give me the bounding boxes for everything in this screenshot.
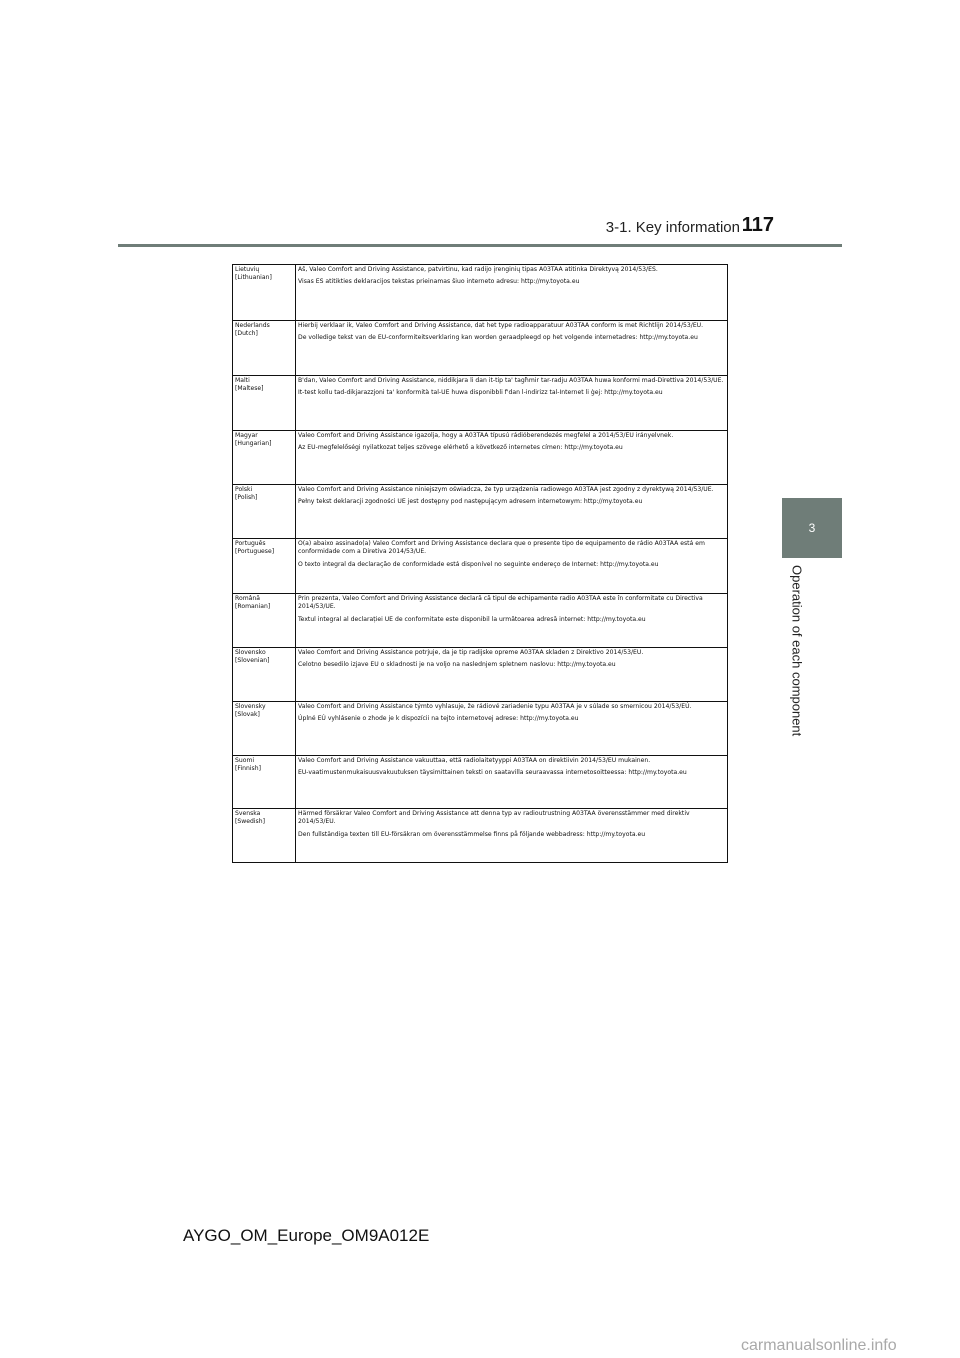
language-cell (233, 809, 296, 863)
declaration-table (232, 264, 728, 863)
declaration-cell (296, 594, 728, 648)
language-english: [Dutch] (235, 330, 258, 338)
declaration-cell (296, 376, 728, 431)
language-name: Suomi (235, 757, 255, 764)
language-name: Malti (235, 377, 250, 384)
table-row (233, 376, 728, 431)
watermark: carmanualsonline.info (741, 1337, 897, 1354)
manual-code: AYGO_OM_Europe_OM9A012E (183, 1226, 430, 1245)
declaration-statement: Hierbij verklaar ik, Valeo Comfort and Driving Assistance, dat het type radioapparatuur A03TAA conform is met Richtlijn 2014/53/EU. (298, 322, 704, 329)
language-english: [Polish] (235, 494, 258, 502)
language-name: Lietuvių (235, 266, 260, 273)
table-row (233, 702, 728, 756)
language-cell (233, 431, 296, 485)
section-title: 3-1. Key information (605, 219, 740, 236)
declaration-cell (296, 648, 728, 702)
table-row (233, 539, 728, 594)
table-row (233, 485, 728, 539)
declaration-statement: Valeo Comfort and Driving Assistance igazolja, hogy a A03TAA típusú rádióberendezés megfelel a 2014/53/EU irányelvnek. (298, 432, 674, 439)
language-cell (233, 648, 296, 702)
declaration-cell (296, 265, 728, 321)
declaration-statement: Valeo Comfort and Driving Assistance niniejszym oświadcza, że typ urządzenia radiowego A03TAA jest zgodny z dyrektywą 2014/53/UE. (298, 486, 714, 493)
declaration-availability: Úplné EÚ vyhlásenie o zhode je k dispozícii na tejto internetovej adrese: http://my.toyota.eu (298, 715, 579, 723)
declaration-cell (296, 809, 728, 863)
language-english: [Maltese] (235, 385, 264, 393)
language-english: [Slovak] (235, 711, 260, 719)
language-name: Português (235, 540, 266, 547)
declaration-statement: Härmed försäkrar Valeo Comfort and Driving Assistance att denna typ av radioutrustning A03TAA överensstämmer med direktiv 2014/53/EU. (298, 810, 690, 826)
chapter-tab (782, 498, 842, 558)
declaration-cell (296, 485, 728, 539)
declaration-availability: Az EU-megfelelőségi nyilatkozat teljes szövege elérhető a következő internetes címen: http://my.toyota.eu (298, 444, 623, 452)
language-cell (233, 485, 296, 539)
language-name: Svenska (235, 810, 261, 817)
language-cell (233, 539, 296, 594)
declaration-availability: De volledige tekst van de EU-conformiteitsverklaring kan worden geraadpleegd op het volgende internetadres: http://my.toyota.eu (298, 334, 698, 342)
chapter-title: Operation of each component (789, 565, 805, 737)
declaration-availability: O texto integral da declaração de conformidade está disponível no seguinte endereço de Internet: http://my.toyota.eu (298, 560, 659, 568)
language-english: [Hungarian] (235, 440, 272, 448)
language-english: [Portuguese] (235, 548, 275, 556)
language-english: [Lithuanian] (235, 274, 272, 282)
language-cell (233, 321, 296, 376)
table-row (233, 648, 728, 702)
chapter-number: 3 (808, 521, 816, 535)
declaration-statement: Prin prezenta, Valeo Comfort and Driving Assistance declară că tipul de echipamente radio A03TAA este în conformitate cu Directiva 2014/53/UE. (298, 595, 703, 611)
language-cell (233, 756, 296, 809)
table-row (233, 321, 728, 376)
declaration-statement: O(a) abaixo assinado(a) Valeo Comfort and Driving Assistance declara que o presente tipo de equipamento de rádio A03TAA está em conformidade com a Diretiva 2014/53/UE. (298, 540, 705, 556)
language-english: [Swedish] (235, 818, 265, 826)
table-row (233, 431, 728, 485)
table-row (233, 756, 728, 809)
header-divider (118, 244, 842, 247)
table-row (233, 265, 728, 321)
table-row (233, 809, 728, 863)
declaration-cell (296, 756, 728, 809)
language-name: Română (235, 595, 260, 602)
language-name: Magyar (235, 432, 258, 439)
language-name: Nederlands (235, 322, 270, 329)
declaration-availability: Visas ES atitikties deklaracijos tekstas prieinamas šiuo interneto adresu: http://my.toyota.eu (298, 278, 580, 286)
declaration-availability: Textul integral al declarației UE de conformitate este disponibil la următoarea adresă internet: http://my.toyota.eu (298, 615, 646, 623)
language-english: [Finnish] (235, 765, 261, 773)
declaration-availability: Pełny tekst deklaracji zgodności UE jest dostępny pod następującym adresem internetowym: http://my.toyota.eu (298, 498, 643, 506)
declaration-cell (296, 321, 728, 376)
language-cell (233, 376, 296, 431)
page-number: 117 (741, 214, 774, 236)
declaration-cell (296, 431, 728, 485)
declaration-statement: Valeo Comfort and Driving Assistance vakuuttaa, että radiolaitetyyppi A03TAA on direktiivin 2014/53/EU mukainen. (298, 757, 651, 764)
declaration-cell (296, 539, 728, 594)
language-cell (233, 702, 296, 756)
declaration-availability: Celotno besedilo izjave EU o skladnosti je na voljo na naslednjem spletnem naslovu: http://my.toyota.eu (298, 661, 616, 669)
declaration-statement: Valeo Comfort and Driving Assistance týmto vyhlasuje, že rádiové zariadenie typu A03TAA je v súlade so smernicou 2014/53/EÚ. (298, 703, 692, 710)
language-name: Polski (235, 486, 253, 493)
declaration-statement: Aš, Valeo Comfort and Driving Assistance, patvirtinu, kad radijo įrenginių tipas A03TAA atitinka Direktyvą 2014/53/ES. (298, 266, 658, 273)
language-english: [Slovenian] (235, 657, 270, 665)
declaration-availability: Den fullständiga texten till EU-försäkran om överensstämmelse finns på följande webbadress: http://my.toyota.eu (298, 830, 646, 838)
language-cell (233, 594, 296, 648)
declaration-statement: B'dan, Valeo Comfort and Driving Assistance, niddikjara li dan it-tip ta' tagħmir tar-radju A03TAA huwa konformi mad-Direttiva 2014/53/UE. (298, 377, 724, 384)
declaration-availability: It-test kollu tad-dikjarazzjoni ta' konformità tal-UE huwa disponibbli f'dan l-indirizz tal-Internet li ġej: http://my.toyota.eu (298, 389, 663, 397)
declaration-statement: Valeo Comfort and Driving Assistance potrjuje, da je tip radijske opreme A03TAA skladen z Direktivo 2014/53/EU. (298, 649, 644, 656)
table-row (233, 594, 728, 648)
language-name: Slovensky (235, 703, 266, 710)
language-cell (233, 265, 296, 321)
declaration-availability: EU-vaatimustenmukaisuusvakuutuksen täysimittainen teksti on saatavilla seuraavassa internetosoitteessa: http://my.toyota.eu (298, 769, 687, 777)
declaration-cell (296, 702, 728, 756)
language-english: [Romanian] (235, 603, 271, 611)
language-name: Slovensko (235, 649, 266, 656)
